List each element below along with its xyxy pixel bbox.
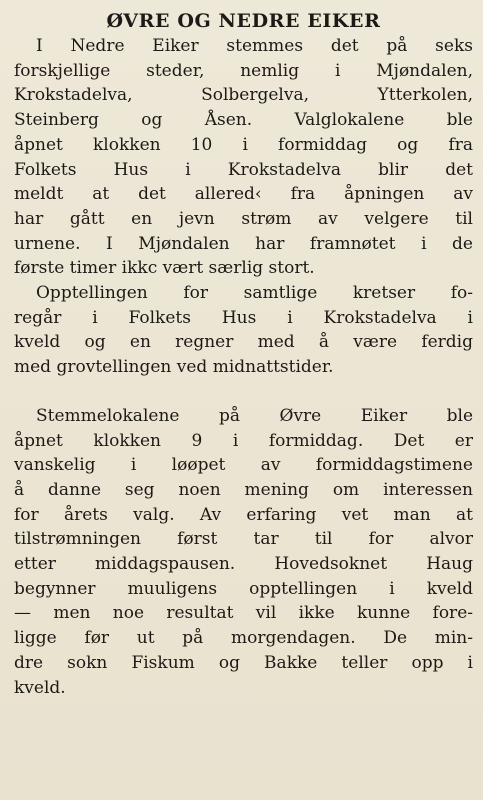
text-line: kveld og en regner med å være ferdig: [14, 332, 473, 353]
text-line: Krokstadelva, Solbergelva, Ytterkolen,: [14, 85, 473, 106]
article-paragraph-1: [14, 34, 473, 281]
text-line: begynner muuligens opptellingen i kveld: [14, 578, 473, 599]
text-line: Folkets Hus i Krokstadelva blir det: [14, 159, 473, 180]
text-line: ligge før ut på morgendagen. De min-: [14, 628, 473, 649]
article-headline: ØVRE OG NEDRE EIKER: [106, 10, 381, 32]
text-line: vanskelig i løøpet av formiddagstimene: [14, 455, 473, 476]
text-line: I Nedre Eiker stemmes det på seks: [36, 36, 473, 56]
paragraph-gap: [14, 380, 473, 404]
text-line: tilstrømningen først tar til for alvor: [14, 529, 473, 550]
text-line: for årets valg. Av erfaring vet man at: [14, 504, 473, 525]
text-line: har gått en jevn strøm av velgere til: [14, 208, 473, 229]
text-line: med grovtellingen ved midnattstider.: [14, 357, 334, 378]
article-paragraph-3: [14, 404, 473, 700]
text-line: meldt at det allered‹ fra åpningen av: [14, 184, 473, 205]
text-line: åpnet klokken 9 i formiddag. Det er: [14, 430, 473, 451]
text-line: åpnet klokken 10 i formiddag og fra: [14, 134, 473, 155]
text-line: — men noe resultat vil ikke kunne fore-: [14, 603, 473, 624]
text-line: dre sokn Fiskum og Bakke teller opp i: [14, 652, 473, 673]
text-line: etter middagspausen. Hovedsoknet Haug: [14, 554, 473, 575]
text-line: urnene. I Mjøndalen har framnøtet i de: [14, 233, 473, 254]
text-line: regår i Folkets Hus i Krokstadelva i: [14, 307, 473, 328]
text-line: første timer ikkc vært særlig stort.: [14, 258, 315, 279]
text-line: kveld.: [14, 677, 66, 698]
text-line: Steinberg og Åsen. Valglokalene ble: [14, 110, 473, 131]
text-line: Opptellingen for samtlige kretser fo-: [36, 283, 473, 304]
text-line: forskjellige steder, nemlig i Mjøndalen,: [14, 60, 473, 81]
article-paragraph-2: [14, 281, 473, 380]
text-line: å danne seg noen mening om interessen: [14, 479, 473, 500]
text-line: Stemmelokalene på Øvre Eiker ble: [36, 405, 473, 426]
